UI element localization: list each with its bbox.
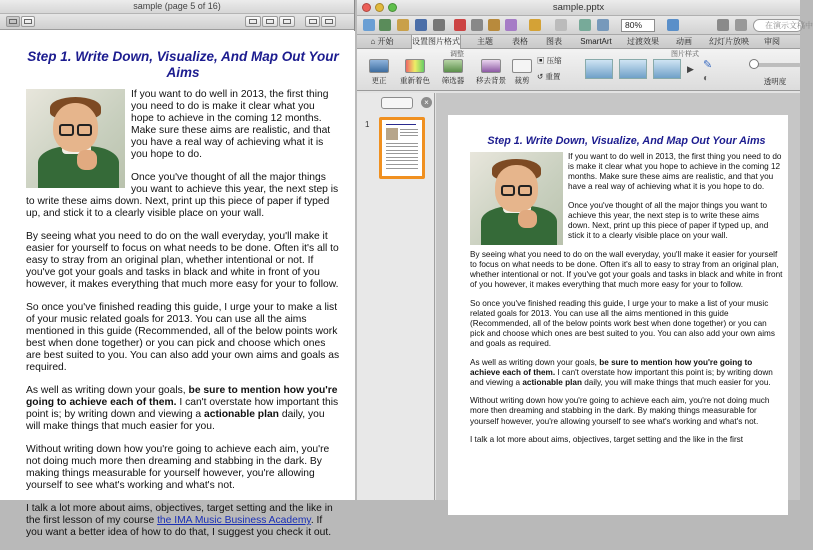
tab-label: 表格 [512,37,528,46]
tab-format-picture[interactable] [411,35,461,49]
bold-text: be sure to mention how you're going to achieve each of them. [26,385,338,408]
preview-window [0,0,355,538]
paragraph: If you want to do well in 2013, the first thing you need to do is make it clear what you hope to achieve in the coming 12 months. Make sure these aims are realistic, and that you have a real way of achieving what it is you hope to do. [131,89,331,160]
picture-style-1[interactable] [585,59,613,79]
close-pane-icon[interactable]: × [421,97,432,108]
compress-button[interactable] [537,55,571,66]
styles-more-icon[interactable]: ▶ [687,64,694,74]
view-thumbnails-button[interactable] [262,16,278,27]
ribbon-format-picture [357,49,800,91]
crop-button[interactable] [507,59,537,86]
effects-icon[interactable]: ◐ [703,73,710,84]
text-run: I can't overstate how important this point is; by writing down and viewing a [26,397,339,420]
compress-icon: ▣ [537,56,545,65]
paragraph [26,385,340,433]
paragraph: Once you've thought of all the major things you want to achieve this year, the next step is to write these aims down. Next, print up this piece of paper if typed up, and stick it to a clearly visible place on your wall. [26,172,339,219]
paragraph: Once you've thought of all the major things you want to achieve this year, the next step is to write these aims down. Next, print up this piece of paper if typed up, and stick it to a clearly visible place on your wall. [568,200,769,241]
button-label: 裁剪 [514,76,530,85]
button-label: 压缩 [546,56,562,65]
select-tool-icon [24,19,32,24]
paragraph: By seeing what you need to do on the wall everyday, you'll make it easier for yourself to focus on what needs to be done. Often it's all to easy to stray from an original plan, whether intentional or not. If you've got your goals and tasks in black and white in front of you however, it makes everything that much more easy for your to follow. [470,249,783,290]
save-icon[interactable] [415,19,427,31]
tab-home[interactable]: ⌂ 开始 [370,37,394,46]
tab-label: 设置图片格式 [412,37,460,46]
copy-icon[interactable] [471,19,483,31]
paragraph [470,358,783,388]
preview-window-title: sample (page 5 of 16) [133,1,221,11]
open-icon[interactable] [397,19,409,31]
zoom-in-button[interactable] [321,16,336,27]
help-icon[interactable] [667,19,679,31]
reset-button[interactable] [537,71,571,82]
slide-content [470,135,783,454]
print-icon[interactable] [433,19,445,31]
tab-label: 图表 [546,37,562,46]
tab-slide-show[interactable] [703,35,755,49]
format-painter-icon[interactable] [505,19,517,31]
text-tool-icon [9,19,17,24]
recolor-icon [405,59,425,73]
select-tool-button[interactable] [21,16,35,27]
redo-icon[interactable] [555,19,567,31]
view-contact-sheet-button[interactable] [279,16,295,27]
tab-label: 开始 [377,37,394,46]
text-run: I can't overstate how important this point is; by writing down and viewing a [470,367,773,387]
cut-icon[interactable] [454,19,466,31]
correct-icon [369,59,389,73]
tab-label: 主题 [477,37,493,46]
slide-editing-area [436,93,800,500]
button-label: 更正 [371,76,387,85]
paste-icon[interactable] [488,19,500,31]
boy-with-glasses-photo [26,89,125,188]
correct-button[interactable] [361,59,397,86]
templates-icon[interactable] [379,19,391,31]
remove-background-icon [481,59,501,73]
tab-themes[interactable] [469,35,501,49]
ppt-window-title: sample.pptx [552,2,605,13]
tab-review[interactable] [757,35,787,49]
transparency-slider[interactable] [751,63,801,67]
picture-style-2[interactable] [619,59,647,79]
text-run: I talk a lot more about aims, objectives, target setting and the like in the first lesson of my course [26,503,333,526]
text-run: . If you want a better idea of how to do that, I suggest you check it out. [26,515,332,538]
tab-animations[interactable] [669,35,699,49]
pane-view-switch[interactable] [381,97,413,109]
reset-icon: ↺ [537,72,544,81]
paragraph: If you want to do well in 2013, the first thing you need to do is make it clear what you hope to achieve in the coming 12 months. Make sure these aims are realistic, and that you have a real way of achieving what it is you hope to do. [568,152,782,192]
tab-label: SmartArt [580,37,612,46]
zoom-in-icon [325,19,333,24]
group-label-adjust: 调整 [450,51,464,58]
tab-label: 动画 [676,37,692,46]
section-heading: Step 1. Write Down, Visualize, And Map Out Your Aims [487,135,766,147]
text-run: daily, you will make things that much easier for you. [26,409,325,432]
thumbnail-photo [386,128,398,140]
gallery-icon[interactable] [579,19,591,31]
text-run: As well as writing down your goals, [470,357,600,367]
search-input[interactable]: 在演示文稿中 [753,19,803,32]
toolbox-icon[interactable] [717,19,729,31]
preview-document-page[interactable] [0,31,355,538]
tab-transitions[interactable] [621,35,665,49]
boy-with-glasses-photo[interactable] [470,152,563,245]
tab-tables[interactable] [505,35,535,49]
ppt-standard-toolbar [357,16,813,35]
view-single-button[interactable] [245,16,261,27]
border-color-icon[interactable]: ✎ [703,59,713,71]
bold-text: actionable plan [204,409,279,420]
media-icon[interactable] [735,19,747,31]
powerpoint-window [357,0,813,500]
bold-text: be sure to mention how you're going to achieve each of them. [470,357,753,377]
sidebar-icon[interactable] [597,19,609,31]
text-run: daily, you will make things that much easier for you. [581,377,771,387]
group-label-picture-styles: 图片样式 [671,51,699,58]
slide-number: 1 [365,120,370,129]
zoom-level-field[interactable]: 80% [621,19,655,32]
section-heading: Step 1. Write Down, Visualize, And Map Out Your Aims [27,49,339,80]
zoom-out-button[interactable] [305,16,320,27]
paragraph: So once you've finished reading this guide, I urge your to make a list of your music related goals for 2013. You can use all the aims mentioned in this guide (Recommended, all of the below points work best when done together) or you can pick and choose which ones are best suited to you. You can also add your own aims and goals as required. [470,298,775,348]
paragraph: Without writing down how you're going to achieve each aim, you're not doing much more then dreaming and stabbing in the dark. By making things measurable for yourself however, you're allowing yourself to see what's working and what's not. [26,444,330,491]
crop-icon [512,59,532,73]
button-label: 移去背景 [476,76,506,85]
button-label: 重新着色 [400,76,430,85]
ribbon-tabs [357,35,800,49]
picture-style-3[interactable] [653,59,681,79]
paragraph: I talk a lot more about aims, objectives, target setting and the like in the first [470,435,744,445]
tab-charts[interactable] [539,35,569,49]
paragraph [26,503,340,539]
text-run: As well as writing down your goals, [26,385,189,396]
filters-button[interactable] [435,59,471,86]
thumbnails-icon [266,19,274,24]
text-select-tool-button[interactable] [6,16,20,27]
transparency-slider-knob[interactable] [749,59,759,69]
undo-icon[interactable] [529,19,541,31]
recolor-button[interactable] [397,59,433,86]
slide-canvas[interactable] [448,115,788,515]
tab-label: 审阅 [764,37,780,46]
filters-icon [443,59,463,73]
bold-text: actionable plan [522,377,582,387]
preview-toolbar [0,14,354,30]
academy-link[interactable]: the IMA Music Business Academy [157,515,311,526]
paragraph: So once you've finished reading this guide, I urge your to make a list of your music related goals for 2013. You can use all the aims mentioned in this guide (Recommended, all of the below points work best when done together) or you can pick and choose which ones are best suited to you. You can also add your own aims and goals as required. [26,302,340,373]
remove-background-button[interactable] [473,59,509,86]
button-label: 重置 [545,72,561,81]
transparency-label: 透明度 [763,77,787,86]
preview-titlebar [0,0,354,14]
tab-smartart[interactable] [575,35,617,49]
slide-thumbnail[interactable] [379,117,425,179]
zoom-out-icon [309,19,317,24]
tab-label: 过渡效果 [627,37,659,46]
paragraph: Without writing down how you're going to achieve each aim, you're not doing much more then dreaming and stabbing in the dark. By making things measurable for yourself however, you're allowing yourself to see what's working and what's not. [470,396,770,426]
single-page-icon [249,19,257,24]
preview-page-content [26,49,340,550]
new-presentation-icon[interactable] [363,19,375,31]
slide-thumbnail-pane [357,93,435,500]
ppt-titlebar [357,0,800,16]
tab-label: 幻灯片放映 [709,37,749,46]
paragraph: By seeing what you need to do on the wall everyday, you'll make it easier for yourself to focus on what needs to be done. Often it's all to easy to stray from an original plan, whether intentional or not. If you've got your goals and tasks in black and white in front of you however, it makes everything that much more easy for your to follow. [26,231,339,290]
button-label: 筛选器 [441,76,465,85]
contact-sheet-icon [283,19,291,24]
